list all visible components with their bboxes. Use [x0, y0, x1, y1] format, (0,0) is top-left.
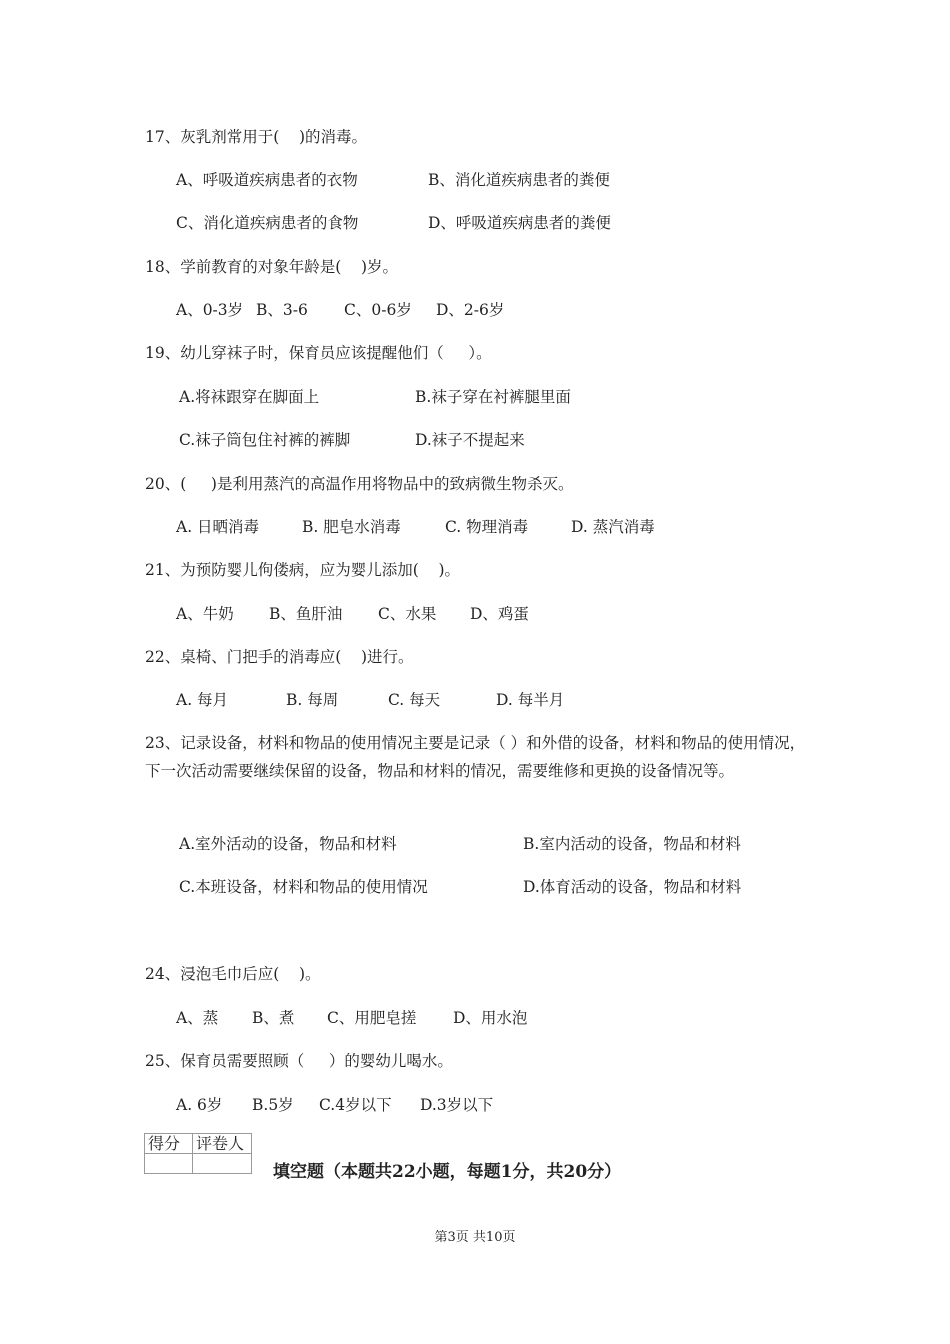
- option-18a: A、0-3岁: [176, 301, 244, 319]
- option-17d: D、呼吸道疾病患者的粪便: [428, 214, 611, 232]
- option-19d: D.袜子不提起来: [415, 431, 525, 449]
- score-cell[interactable]: [145, 1154, 193, 1174]
- option-21c: C、水果: [378, 605, 437, 623]
- option-17a: A、呼吸道疾病患者的衣物: [176, 171, 358, 189]
- option-20d: D. 蒸汽消毒: [571, 518, 655, 536]
- question-23: 23、记录设备，材料和物品的使用情况主要是记录（ ）和外借的设备，材料和物品的使用情况，下一次活动需要继续保留的设备，物品和材料的情况，需要维修和更换的设备情况等。: [145, 734, 806, 780]
- question-18: 18、学前教育的对象年龄是( )岁。: [145, 258, 399, 276]
- score-label: 得分: [145, 1134, 193, 1154]
- option-22d: D. 每半月: [496, 691, 565, 709]
- option-25b: B.5岁: [252, 1096, 294, 1114]
- option-18b: B、3-6: [256, 301, 308, 319]
- option-24c: C、用肥皂搓: [327, 1009, 417, 1027]
- option-24b: B、煮: [252, 1009, 295, 1027]
- option-17b: B、消化道疾病患者的粪便: [428, 171, 610, 189]
- option-18d: D、2-6岁: [436, 301, 505, 319]
- question-22: 22、桌椅、门把手的消毒应( )进行。: [145, 648, 414, 666]
- score-table: [144, 1133, 252, 1174]
- option-17c: C、消化道疾病患者的食物: [176, 214, 359, 232]
- option-25c: C.4岁以下: [319, 1096, 392, 1114]
- option-20c: C. 物理消毒: [445, 518, 529, 536]
- option-19a: A.将袜跟穿在脚面上: [179, 388, 320, 406]
- option-21d: D、鸡蛋: [470, 605, 529, 623]
- option-23c: C.本班设备，材料和物品的使用情况: [179, 878, 428, 896]
- question-20: 20、( )是利用蒸汽的高温作用将物品中的致病微生物杀灭。: [145, 475, 574, 493]
- option-25d: D.3岁以下: [420, 1096, 494, 1114]
- option-23d: D.体育活动的设备，物品和材料: [523, 878, 742, 896]
- option-22a: A. 每月: [176, 691, 229, 709]
- question-17: 17、灰乳剂常用于( )的消毒。: [145, 128, 368, 146]
- option-24a: A、蒸: [176, 1009, 219, 1027]
- option-21b: B、鱼肝油: [269, 605, 343, 623]
- option-19c: C.袜子筒包住衬裤的裤脚: [179, 431, 351, 449]
- option-18c: C、0-6岁: [344, 301, 412, 319]
- question-25: 25、保育员需要照顾（ ）的婴幼儿喝水。: [145, 1052, 453, 1070]
- option-20a: A. 日晒消毒: [176, 518, 260, 536]
- option-25a: A. 6岁: [176, 1096, 223, 1114]
- option-22b: B. 每周: [286, 691, 339, 709]
- page-footer: 第3页 共10页: [434, 1230, 516, 1245]
- option-22c: C. 每天: [388, 691, 441, 709]
- grader-label: 评卷人: [193, 1134, 252, 1154]
- option-19b: B.袜子穿在衬裤腿里面: [415, 388, 571, 406]
- question-24: 24、浸泡毛巾后应( )。: [145, 965, 321, 983]
- section-title: 填空题（本题共22小题，每题1分，共20分）: [273, 1162, 622, 1182]
- option-23b: B.室内活动的设备，物品和材料: [523, 835, 741, 853]
- question-19: 19、幼儿穿袜子时，保育员应该提醒他们（ ）。: [145, 344, 492, 362]
- option-24d: D、用水泡: [453, 1009, 528, 1027]
- option-21a: A、牛奶: [176, 605, 234, 623]
- grader-cell[interactable]: [193, 1154, 252, 1174]
- question-21: 21、为预防婴儿佝偻病，应为婴儿添加( )。: [145, 561, 461, 579]
- option-23a: A.室外活动的设备，物品和材料: [179, 835, 397, 853]
- option-20b: B. 肥皂水消毒: [302, 518, 401, 536]
